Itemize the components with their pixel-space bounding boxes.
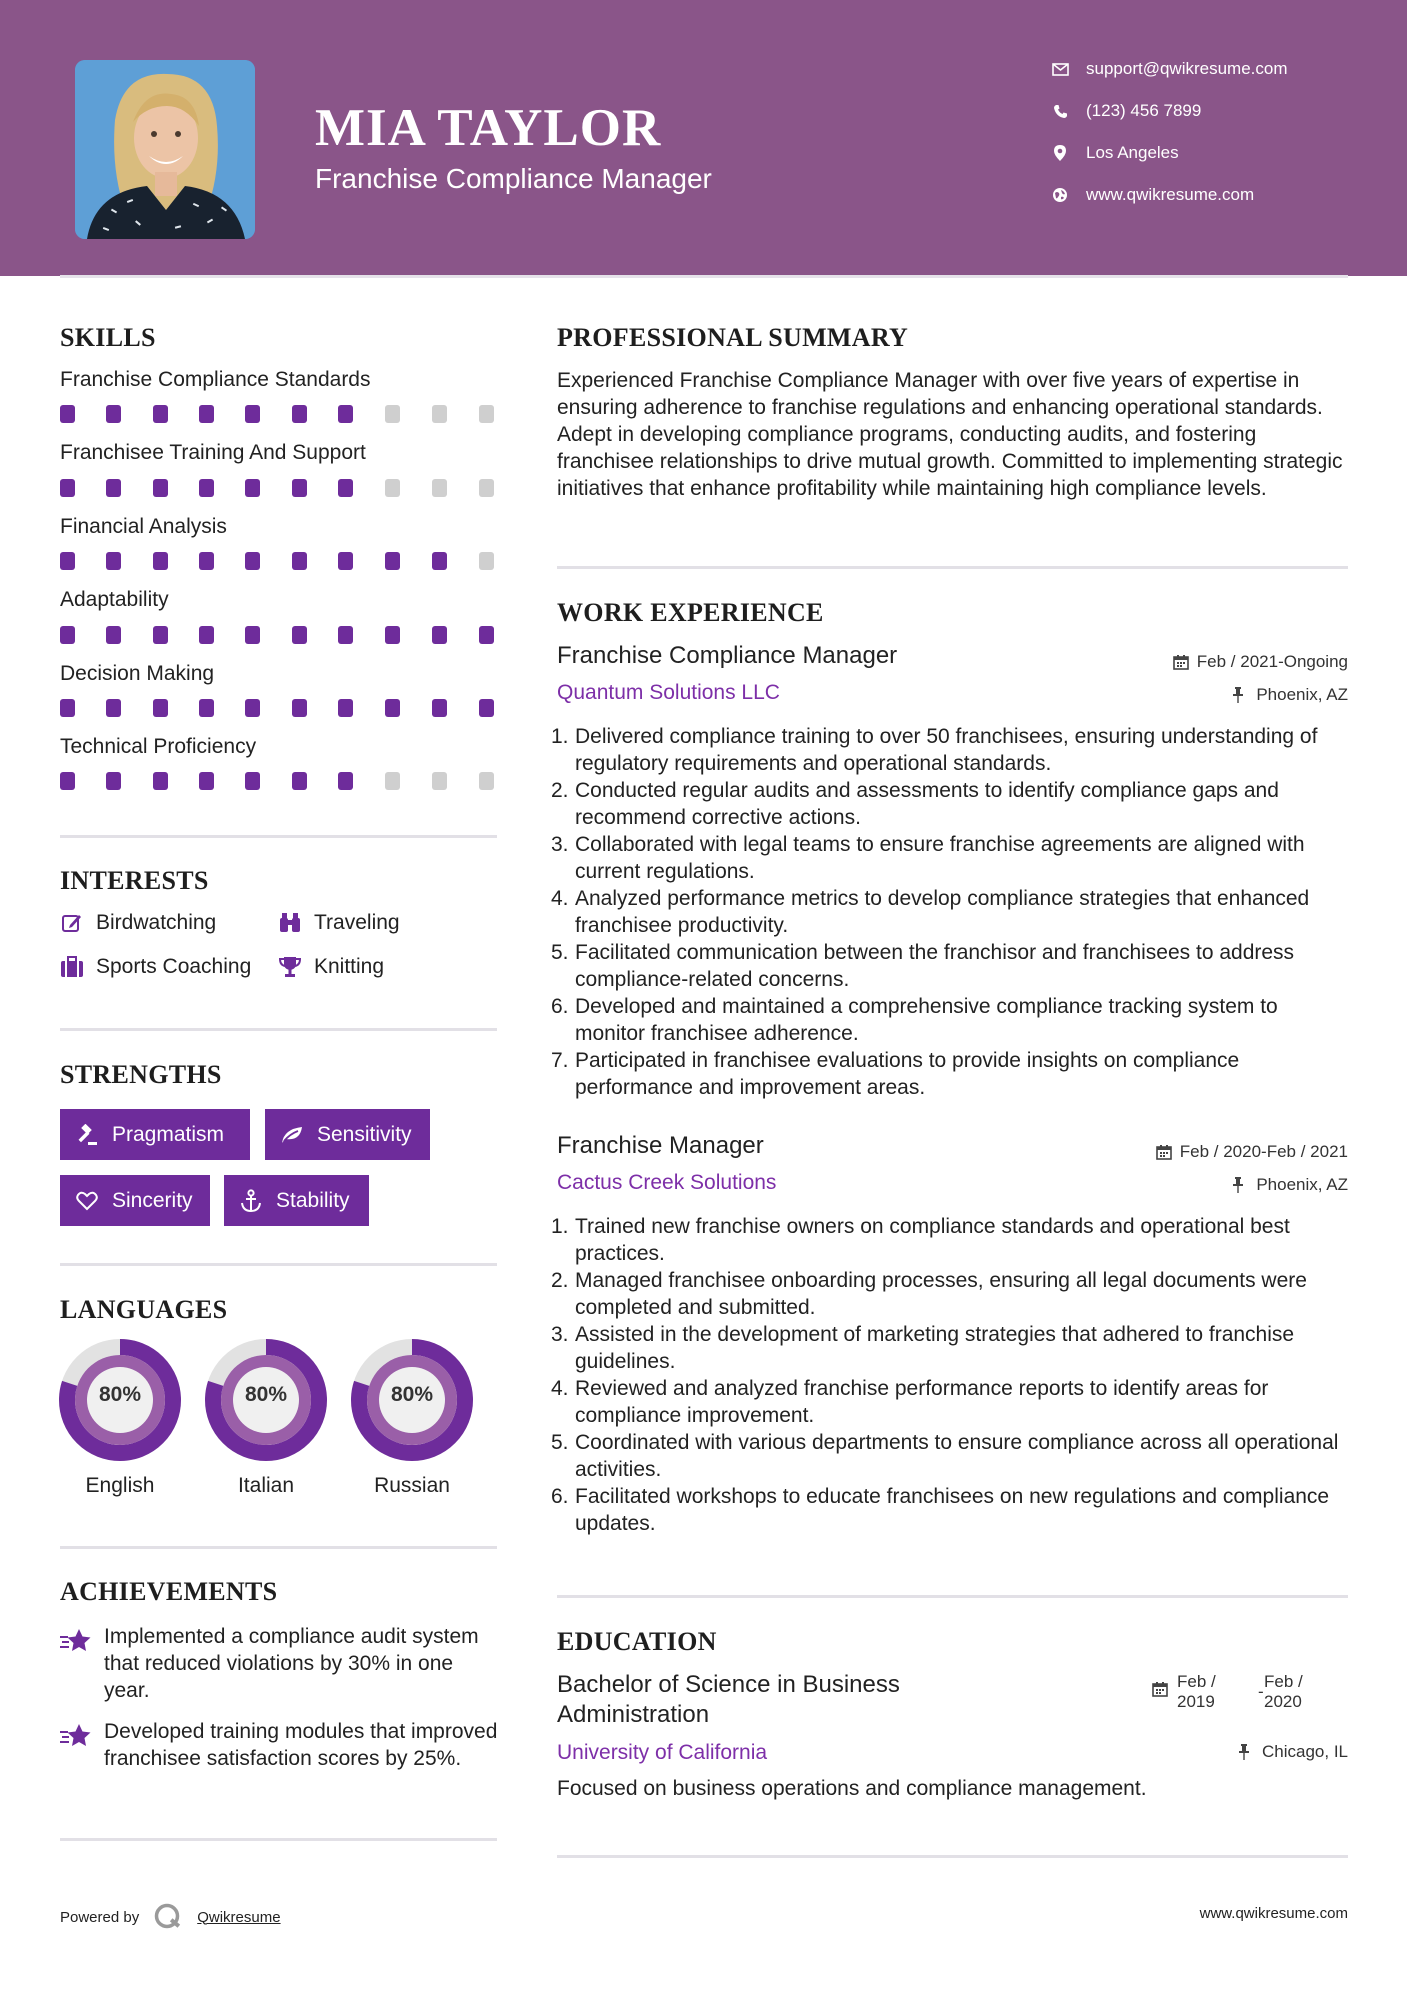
skill-name: Adaptability bbox=[60, 588, 169, 611]
skill-dot-filled bbox=[245, 552, 260, 570]
job-title: Franchise Manager bbox=[557, 1132, 764, 1159]
education-date-separator: - bbox=[1258, 1682, 1264, 1701]
skill-dot-filled bbox=[338, 626, 353, 644]
degree-title-line2: Administration bbox=[557, 1701, 710, 1728]
language-percent: 80% bbox=[390, 1383, 434, 1406]
skill-dot-filled bbox=[479, 699, 494, 717]
skill-dot-filled bbox=[292, 699, 307, 717]
gavel-icon bbox=[74, 1122, 100, 1148]
skill-dot-empty bbox=[479, 552, 494, 570]
anchor-icon bbox=[238, 1188, 264, 1214]
contact-location-text: Los Angeles bbox=[1086, 143, 1179, 162]
heart-icon bbox=[74, 1188, 100, 1214]
section-divider bbox=[60, 1546, 497, 1549]
responsibility-number: 2. bbox=[551, 779, 569, 802]
language-percent: 80% bbox=[244, 1383, 288, 1406]
candidate-name: MIA TAYLOR bbox=[315, 99, 662, 157]
job-responsibilities bbox=[551, 1213, 1351, 1537]
responsibility-text: Managed franchisee onboarding processes, ensuring all legal documents were completed and submitted. bbox=[575, 1269, 1307, 1319]
strength-badge bbox=[224, 1175, 369, 1226]
responsibility-text: Reviewed and analyzed franchise performance reports to identify areas for compliance improvement. bbox=[575, 1377, 1269, 1427]
education-description: Focused on business operations and compliance management. bbox=[557, 1777, 1147, 1800]
responsibility-text: Facilitated communication between the franchisor and franchisees to address compliance-related concerns. bbox=[575, 941, 1295, 991]
job-responsibilities bbox=[551, 723, 1351, 1101]
skill-dot-filled bbox=[479, 626, 494, 644]
map-marker-icon bbox=[1050, 143, 1070, 163]
responsibility-item bbox=[551, 831, 1351, 885]
responsibility-number: 5. bbox=[551, 941, 569, 964]
achievement-text: Developed training modules that improved franchisee satisfaction scores by 25%. bbox=[104, 1720, 498, 1770]
skill-dot-filled bbox=[338, 699, 353, 717]
footer-website[interactable]: www.qwikresume.com bbox=[1199, 1905, 1348, 1922]
language-name: Italian bbox=[237, 1474, 295, 1497]
skill-dot-empty bbox=[385, 405, 400, 423]
job-dates-text: Feb / 2020-Feb / 2021 bbox=[1179, 1142, 1348, 1161]
language-percent: 80% bbox=[98, 1383, 142, 1406]
strength-label: Pragmatism bbox=[112, 1122, 225, 1146]
education-end-year: 2020 bbox=[1264, 1692, 1302, 1711]
contact-phone-text: (123) 456 7899 bbox=[1086, 101, 1202, 120]
skill-dot-empty bbox=[432, 772, 447, 790]
responsibility-item bbox=[551, 777, 1351, 831]
section-divider bbox=[60, 1028, 497, 1031]
responsibility-item bbox=[551, 939, 1351, 993]
skill-dot-filled bbox=[199, 772, 214, 790]
skill-dot-filled bbox=[432, 552, 447, 570]
interest-label: Sports Coaching bbox=[96, 955, 252, 978]
skill-dot-filled bbox=[153, 552, 168, 570]
skill-rating bbox=[60, 699, 500, 717]
responsibility-number: 3. bbox=[551, 833, 569, 856]
skill-dot-filled bbox=[106, 626, 121, 644]
section-divider bbox=[60, 835, 497, 838]
job-dates bbox=[1156, 1142, 1348, 1162]
strength-badge bbox=[60, 1175, 210, 1226]
responsibility-text: Conducted regular audits and assessments to identify compliance gaps and recommend corrective actions. bbox=[575, 779, 1279, 829]
skill-dot-filled bbox=[60, 699, 75, 717]
strength-label: Sincerity bbox=[112, 1188, 193, 1212]
section-divider bbox=[60, 1838, 497, 1841]
skill-dot-filled bbox=[338, 405, 353, 423]
skill-dot-filled bbox=[106, 405, 121, 423]
education-end-month: Feb / bbox=[1264, 1672, 1303, 1691]
skill-dot-filled bbox=[60, 772, 75, 790]
skill-dot-filled bbox=[60, 479, 75, 497]
skill-dot-filled bbox=[385, 699, 400, 717]
education-location-text: Chicago, IL bbox=[1262, 1742, 1348, 1761]
skill-dot-empty bbox=[479, 479, 494, 497]
job-title: Franchise Compliance Manager bbox=[557, 642, 898, 669]
responsibility-item bbox=[551, 1429, 1351, 1483]
job-dates bbox=[1173, 652, 1348, 672]
achievement-item bbox=[60, 1623, 500, 1707]
language-item bbox=[351, 1339, 473, 1497]
responsibility-item bbox=[551, 1375, 1351, 1429]
responsibility-item bbox=[551, 723, 1351, 777]
contact-email-text: support@qwikresume.com bbox=[1086, 59, 1288, 78]
interests-title: INTERESTS bbox=[60, 866, 209, 895]
skill-dot-filled bbox=[245, 772, 260, 790]
school-name: University of California bbox=[557, 1741, 768, 1764]
skill-dot-filled bbox=[106, 479, 121, 497]
skill-rating bbox=[60, 405, 500, 423]
header-divider bbox=[60, 275, 1348, 278]
interest-label: Birdwatching bbox=[96, 911, 217, 934]
suitcase-icon bbox=[60, 955, 84, 979]
contact-email[interactable] bbox=[1050, 54, 1370, 84]
language-item bbox=[59, 1339, 181, 1497]
job-location bbox=[1232, 685, 1348, 705]
achievement-item bbox=[60, 1718, 500, 1802]
section-divider bbox=[557, 1595, 1348, 1598]
skill-dot-filled bbox=[245, 626, 260, 644]
skill-dot-filled bbox=[338, 552, 353, 570]
responsibility-item bbox=[551, 885, 1351, 939]
responsibility-text: Participated in franchisee evaluations to provide insights on compliance performance and improvement areas. bbox=[575, 1049, 1240, 1099]
responsibility-number: 3. bbox=[551, 1323, 569, 1346]
education-location bbox=[1238, 1742, 1348, 1762]
contact-phone[interactable] bbox=[1050, 96, 1370, 126]
responsibility-item bbox=[551, 993, 1351, 1047]
skill-dot-filled bbox=[432, 626, 447, 644]
leaf-icon bbox=[279, 1122, 305, 1148]
experience-title: WORK EXPERIENCE bbox=[557, 598, 824, 627]
responsibility-number: 1. bbox=[551, 1215, 569, 1238]
skill-dot-empty bbox=[432, 479, 447, 497]
skill-dot-filled bbox=[60, 405, 75, 423]
responsibility-item bbox=[551, 1483, 1351, 1537]
skill-dot-filled bbox=[106, 772, 121, 790]
interest-item bbox=[60, 955, 251, 979]
skill-rating bbox=[60, 479, 500, 497]
interest-label: Knitting bbox=[314, 955, 385, 978]
pin-icon bbox=[1232, 687, 1248, 703]
phone-icon bbox=[1050, 101, 1070, 121]
qwikresume-logo-icon bbox=[153, 1901, 185, 1933]
responsibility-text: Coordinated with various departments to ensure compliance across all operational activities. bbox=[575, 1431, 1339, 1481]
candidate-role: Franchise Compliance Manager bbox=[315, 163, 712, 194]
skill-dot-empty bbox=[479, 405, 494, 423]
skill-dot-filled bbox=[338, 772, 353, 790]
responsibility-text: Delivered compliance training to over 50 franchisees, ensuring understanding of regulatory requirements and operational standards. bbox=[575, 725, 1318, 775]
skill-dot-filled bbox=[153, 626, 168, 644]
strength-label: Stability bbox=[276, 1188, 350, 1212]
skill-name: Technical Proficiency bbox=[60, 735, 257, 758]
degree-title-line1: Bachelor of Science in Business bbox=[557, 1671, 900, 1698]
section-divider bbox=[557, 566, 1348, 569]
skill-dot-filled bbox=[292, 479, 307, 497]
responsibility-text: Developed and maintained a comprehensive compliance tracking system to monitor franchisee adherence. bbox=[575, 995, 1278, 1045]
summary-title: PROFESSIONAL SUMMARY bbox=[557, 323, 909, 352]
envelope-icon bbox=[1050, 59, 1070, 79]
calendar-icon bbox=[1152, 1681, 1172, 1701]
skill-name: Decision Making bbox=[60, 662, 215, 685]
skill-dot-filled bbox=[199, 479, 214, 497]
education-title: EDUCATION bbox=[557, 1627, 717, 1656]
strengths-title: STRENGTHS bbox=[60, 1060, 222, 1089]
responsibility-number: 4. bbox=[551, 1377, 569, 1400]
strength-badge bbox=[60, 1109, 250, 1160]
skill-dot-filled bbox=[385, 626, 400, 644]
skill-dot-filled bbox=[245, 699, 260, 717]
responsibility-number: 7. bbox=[551, 1049, 569, 1072]
responsibility-number: 5. bbox=[551, 1431, 569, 1454]
star-icon bbox=[60, 1627, 92, 1655]
summary-text: Experienced Franchise Compliance Manager with over five years of expertise in ensuring adherence to franchise regulations and enhancing operational standards. Adept in developing compliance programs, conducting audits, and fostering franchisee relationships to drive mutual growth. Committed to implementing strategic initiatives that enhance profitability while maintaining high compliance levels. bbox=[557, 369, 1343, 500]
responsibility-text: Collaborated with legal teams to ensure franchise agreements are aligned with current regulations. bbox=[575, 833, 1305, 883]
language-name: Russian bbox=[374, 1474, 450, 1497]
skill-rating bbox=[60, 772, 500, 790]
responsibility-item bbox=[551, 1321, 1351, 1375]
contact-location bbox=[1050, 138, 1370, 168]
skill-name: Franchisee Training And Support bbox=[60, 441, 366, 464]
globe-icon bbox=[1050, 185, 1070, 205]
strength-badge bbox=[265, 1109, 430, 1160]
responsibility-number: 1. bbox=[551, 725, 569, 748]
section-divider bbox=[60, 1263, 497, 1266]
skill-dot-filled bbox=[292, 626, 307, 644]
interest-label: Traveling bbox=[314, 911, 400, 934]
skill-dot-filled bbox=[338, 479, 353, 497]
responsibility-item bbox=[551, 1047, 1351, 1101]
responsibility-number: 6. bbox=[551, 995, 569, 1018]
profile-photo bbox=[75, 60, 255, 239]
skill-dot-filled bbox=[153, 479, 168, 497]
skill-rating bbox=[60, 552, 500, 570]
skill-dot-filled bbox=[199, 626, 214, 644]
education-end-date bbox=[1264, 1672, 1303, 1712]
skill-dot-filled bbox=[292, 552, 307, 570]
achievements-title: ACHIEVEMENTS bbox=[60, 1577, 278, 1606]
skill-dot-filled bbox=[292, 405, 307, 423]
job-location-text: Phoenix, AZ bbox=[1256, 685, 1348, 704]
pin-icon bbox=[1238, 1744, 1254, 1760]
skill-name: Financial Analysis bbox=[60, 515, 227, 538]
responsibility-text: Facilitated workshops to educate franchisees on new regulations and compliance updates. bbox=[575, 1485, 1330, 1535]
skill-dot-filled bbox=[153, 699, 168, 717]
strength-label: Sensitivity bbox=[317, 1122, 412, 1146]
powered-by-text: Powered by bbox=[60, 1908, 140, 1926]
job-dates-text: Feb / 2021-Ongoing bbox=[1196, 652, 1348, 671]
skill-dot-filled bbox=[106, 699, 121, 717]
language-name: English bbox=[85, 1474, 155, 1497]
skill-dot-filled bbox=[60, 626, 75, 644]
trophy-icon bbox=[278, 955, 302, 979]
responsibility-item bbox=[551, 1267, 1351, 1321]
contact-website[interactable] bbox=[1050, 180, 1370, 210]
calendar-icon bbox=[1156, 1144, 1172, 1160]
responsibility-number: 4. bbox=[551, 887, 569, 910]
skill-name: Franchise Compliance Standards bbox=[60, 368, 371, 391]
responsibility-number: 2. bbox=[551, 1269, 569, 1292]
education-start-year: 2019 bbox=[1177, 1692, 1215, 1711]
language-item bbox=[205, 1339, 327, 1497]
interest-item bbox=[278, 955, 384, 979]
skill-dot-filled bbox=[199, 699, 214, 717]
languages-title: LANGUAGES bbox=[60, 1295, 228, 1324]
skill-dot-filled bbox=[292, 772, 307, 790]
skill-rating bbox=[60, 626, 500, 644]
skill-dot-filled bbox=[199, 552, 214, 570]
skill-dot-empty bbox=[479, 772, 494, 790]
skills-title: SKILLS bbox=[60, 323, 156, 352]
skill-dot-filled bbox=[153, 405, 168, 423]
education-start-month: Feb / bbox=[1177, 1672, 1216, 1691]
skill-dot-filled bbox=[432, 699, 447, 717]
skill-dot-filled bbox=[245, 405, 260, 423]
skill-dot-filled bbox=[60, 552, 75, 570]
star-icon bbox=[60, 1722, 92, 1750]
responsibility-text: Assisted in the development of marketing strategies that adhered to franchise guidelines. bbox=[575, 1323, 1295, 1373]
edit-icon bbox=[60, 911, 84, 935]
binoculars-icon bbox=[278, 911, 302, 935]
job-location-text: Phoenix, AZ bbox=[1256, 1175, 1348, 1194]
pin-icon bbox=[1232, 1177, 1248, 1193]
skill-dot-filled bbox=[153, 772, 168, 790]
skill-dot-empty bbox=[385, 479, 400, 497]
skill-dot-filled bbox=[106, 552, 121, 570]
skill-dot-filled bbox=[385, 552, 400, 570]
company-name: Quantum Solutions LLC bbox=[557, 681, 780, 704]
achievement-text: Implemented a compliance audit system that reduced violations by 30% in one year. bbox=[104, 1625, 479, 1702]
responsibility-text: Trained new franchise owners on compliance standards and operational best practices. bbox=[575, 1215, 1290, 1265]
skill-dot-empty bbox=[385, 772, 400, 790]
responsibility-number: 6. bbox=[551, 1485, 569, 1508]
skill-dot-filled bbox=[245, 479, 260, 497]
skill-dot-filled bbox=[199, 405, 214, 423]
job-location bbox=[1232, 1175, 1348, 1195]
resume-header bbox=[0, 0, 1407, 276]
contact-website-text: www.qwikresume.com bbox=[1086, 185, 1255, 204]
footer-powered-by bbox=[60, 1901, 281, 1933]
section-divider bbox=[557, 1855, 1348, 1858]
responsibility-item bbox=[551, 1213, 1351, 1267]
calendar-icon bbox=[1173, 654, 1189, 670]
qwikresume-link[interactable]: Qwikresume bbox=[197, 1908, 281, 1926]
education-start-date bbox=[1177, 1672, 1216, 1712]
interest-item bbox=[60, 911, 216, 935]
responsibility-text: Analyzed performance metrics to develop compliance strategies that enhanced franchisee productivity. bbox=[575, 887, 1310, 937]
interest-item bbox=[278, 911, 400, 935]
company-name: Cactus Creek Solutions bbox=[557, 1171, 777, 1194]
skill-dot-empty bbox=[432, 405, 447, 423]
